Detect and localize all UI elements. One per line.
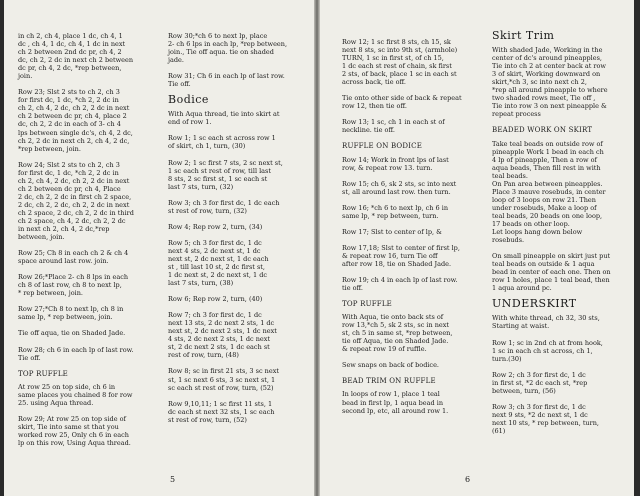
instruction-paragraph: Row 5; ch 3 for first dc, 1 dc next 4 sts, 2 dc next st, 1 dc next st, 2 dc next st, 1 dc each st , till last 10 st, 2 dc first st, 1 dc next st, 2 dc next st, 1 dc last 7 sts, turn, (38) [168,238,269,288]
instruction-paragraph: With Aqua, tie onto back sts of row 13,*ch 5, sk 2 sts, sc in next st, ch 5 in same st, *rep between, tie off Aqua, tie on Shaded Jade. & repeat row 19 of ruffle. [342,313,453,354]
instruction-paragraph: Sew snaps on back of bodice. [342,361,439,370]
section-heading: RUFFLE ON BODICE [342,142,423,151]
instruction-paragraph: Row 8; sc in first 21 sts, 3 sc next st, 1 sc next 6 sts, 3 sc next st, 1 sc each st rest of row, turn, (52) [168,367,279,392]
instruction-paragraph: Row 15; ch 6, sk 2 sts, sc into next st, all around last row. then turn. [342,179,457,196]
instruction-paragraph: Row 4; Rep row 2, turn, (34) [168,222,263,231]
instruction-paragraph: Row 31; Ch 6 in each lp of last row. Tie off. [168,72,285,89]
instruction-paragraph: Tie off aqua, tie on Shaded Jade. [18,329,126,338]
instruction-paragraph: At row 25 on top side, ch 6 in same places you chained 8 for row 25. using Aqua thread. [18,382,133,407]
section-heading: BEAD TRIM ON RUFFLE [342,377,436,386]
instruction-paragraph: Row 1; sc in 2nd ch at from hook, 1 sc in each ch st across, ch 1, turn.(30) [492,338,603,363]
instruction-paragraph: Row 17,18; Slst to center of first lp, & repeat row 16, turn Tie off after row 18, tie on Shaded Jade. [342,243,460,268]
instruction-paragraph: With Aqua thread, tie into skirt at end of row 1. [168,110,280,127]
instruction-paragraph: With shaded Jade, Working in the center of dc's around pineapples, Tie into ch 2 at center back at row 3 of skirt, Working downward on skirt,*ch 3, sc into next ch 2, *rep all around pineapple to where two shaded rows meet, Tie off , Tie into row 3 on next pineapple & repeat process [492,46,608,119]
instruction-paragraph: Row 26;*Place 2- ch 8 lps in each ch 8 of last row, ch 8 to next lp, * rep between, join. [18,273,129,298]
instruction-paragraph: Row 29; At row 25 on top side of skirt, Tie into same st that you worked row 25, Only ch 6 in each lp on this row, Using Aqua thread. [18,414,131,447]
instruction-paragraph: Row 25; Ch 8 in each ch 2 & ch 4 space around last row. join. [18,249,129,266]
instruction-paragraph: Row 9,10,11; 1 sc first 11 sts, 1 dc each st next 32 sts, 1 sc each st rest of row, turn, (52) [168,399,275,424]
instruction-paragraph: Row 14; Work in front lps of last row, & repeat row 13. turn. [342,155,449,172]
instruction-paragraph: Row 7; ch 3 for first dc, 1 dc next 13 sts, 2 dc next 2 sts, 1 dc next st, 2 dc next 2 sts, 1 dc next 4 sts, 2 dc next 2 sts, 1 dc next st, 2 dc next 2 sts, 1 dc each st rest of row, turn, (48) [168,311,277,360]
instruction-paragraph: Row 1; 1 sc each st across row 1 of skirt, ch 1, turn, (30) [168,134,276,151]
instruction-paragraph: Row 19; ch 4 in each lp of last row. tie off. [342,275,458,293]
instruction-paragraph: Take teal beads on outside row of pineapple Work 1 bead in each ch 4 lp of pineapple, Then a row of aqua beads, Then fill rest in with teal beads. On Pan area between pineapples. Place 3 mauve rosebuds, in center loop of 3 loops on row 21. Then under rosebuds, Make a loop of teal beads, 20 beads on one loop, 17 beads on other loop. Let loops hang down below rosebuds. [492,139,606,245]
section-title: UNDERSKIRT [492,297,577,311]
section-title: Skirt Trim [492,29,555,42]
instruction-paragraph: Tie onto other side of back & repeat row 12, then tie off. [342,94,462,111]
instruction-paragraph: Row 23; Slst 2 sts to ch 2, ch 3 for first dc, 1 dc, *ch 2, 2 dc in ch 2, ch 4, 2 dc, ch 2, 2 dc in next ch 2 between dc pr, ch 4, place 2 dc, ch 2, 2 dc in each of 3- ch 4 lps between single dc's, ch 4, 2 dc, ch 2, 2 dc in next ch 2, ch 4, 2 dc, *rep between, join. [18,88,133,153]
section-title: Bodice [168,93,209,107]
instruction-paragraph: Row 6; Rep row 2, turn, (40) [168,295,263,304]
right-page [320,0,634,496]
instruction-paragraph: Row 24; Slst 2 sts to ch 2, ch 3 for first dc, 1 dc, *ch 2, 2 dc in ch 2, ch 4, 2 dc, ch 2, 2 dc in next ch 2 between dc pr, ch 4, Place 2 dc, ch 2, 2 dc in first ch 2 space, 2 dc, ch 2, 2 dc, ch 2, 2 dc in next ch 2 space, 2 dc, ch 2, 2 dc in third ch 2 space, ch 4, 2 dc, ch 2, 2 dc in next ch 2, ch 4, 2 dc,*rep between, join. [18,160,134,242]
left-page [4,0,314,496]
instruction-paragraph: Row 13; 1 sc, ch 1 in each st of neckline. tie off. [342,118,445,135]
right-column-2 [492,30,630,443]
section-heading: BEADED WORK ON SKIRT [492,126,593,135]
instruction-paragraph: Row 3; ch 3 for first dc, 1 dc each st rest of row, turn, (32) [168,198,280,215]
instruction-paragraph: On small pineapple on skirt just put teal beads on outside & 1 aqua bead in center of each one. Then on row 1 holes, place 1 teal bead, then 1 aqua around pc. [492,252,611,293]
page-number: 6 [465,475,471,484]
page-number: 5 [170,475,176,484]
instruction-paragraph: Row 30;*ch 6 to next lp, place 2- ch 6 lps in each lp, *rep between, join., Tie off aqua. tie on shaded jade. [168,32,288,65]
instruction-paragraph: In loops of row 1, place 1 teal bead in first lp, 1 aqua bead in second lp, etc, all around row 1. [342,390,449,415]
section-heading: TOP RUFFLE [342,300,392,309]
right-column-1 [342,38,482,423]
section-heading: TOP RUFFLE [18,369,68,378]
instruction-paragraph: Row 28; ch 6 in each lp of last row. Tie off. [18,345,134,362]
instruction-paragraph: Row 12; 1 sc first 8 sts, ch 15, sk next 8 sts, sc into 9th st, (armhole) TURN, 1 sc in first st, of ch 15, 1 dc each st rest of chain, sk first 2 sts, of back, place 1 sc in each st across back, tie off. [342,38,458,87]
instruction-paragraph: Row 3; ch 3 for first dc, 1 dc next 9 sts, *2 dc next st, 1 dc next 10 sts, * rep between, turn, (61) [492,402,599,435]
instruction-paragraph: Row 16; *ch 6 to next lp, ch 6 in same lp, * rep between, turn. [342,203,449,220]
instruction-paragraph: Row 2; ch 3 for first dc, 1 dc in first st, *2 dc each st, *rep between, turn, (56) [492,370,588,395]
instruction-paragraph: With white thread, ch 32, 30 sts, Starting at waist. [492,314,600,331]
instruction-paragraph: Row 2; 1 sc first 7 sts, 2 sc next st, 1 sc each st rest of row, till last 8 sts, 2 sc first st, 1 sc each st last 7 sts, turn, (32) [168,158,283,191]
instruction-paragraph: Row 27;*Ch 8 to next lp, ch 8 in same lp, * rep between, join. [18,305,124,322]
left-column-1 [18,32,164,455]
left-column-2 [168,32,310,432]
instruction-paragraph: in ch 2, ch 4, place 1 dc, ch 4, 1 dc , ch 4, 1 dc, ch 4, 1 dc in next ch 2 between 2nd dc pr, ch 4, 2 dc, ch 2, 2 dc in next ch 2 between dc pr, ch 4, 2 dc, *rep between, join. [18,32,134,81]
instruction-paragraph: Row 17; Slst to center of lp, & [342,227,442,236]
